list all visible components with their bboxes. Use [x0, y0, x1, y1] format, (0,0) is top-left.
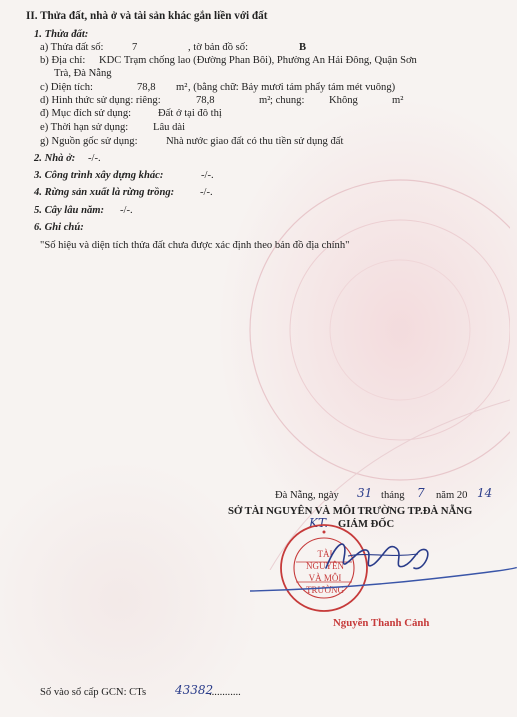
parcel-number: 7: [132, 42, 138, 53]
shared-use-value: Không: [329, 95, 358, 106]
date-prefix: Đà Nẵng, ngày: [275, 490, 339, 501]
decorative-curve-line: [250, 565, 517, 605]
shared-use-label: ; chung:: [270, 95, 305, 106]
seal-text: TÀI NGUYÊN VÀ MÔI TRƯỜNG: [306, 549, 344, 595]
date-month: 7: [417, 486, 425, 500]
date-month-label: tháng: [381, 490, 405, 501]
land-use-term: Lâu dài: [153, 122, 186, 133]
thua-dat-title: 1. Thửa đất:: [34, 29, 89, 40]
area-unit: m²: [176, 82, 188, 93]
date-year-label: năm 20: [436, 490, 468, 501]
land-origin: Nhà nước giao đất có thu tiền sử dụng đất: [166, 136, 344, 147]
registration-dots: ............: [209, 687, 241, 698]
land-use-purpose: Đất ở tại đô thị: [158, 108, 222, 119]
date-day: 31: [357, 486, 373, 500]
signer-role: GIÁM ĐỐC: [338, 519, 395, 530]
address-line-2: Trà, Đà Nẵng: [54, 68, 112, 79]
perennial-trees-value: -/-.: [120, 205, 133, 216]
item-d-label: d) Hình thức sử dụng: riêng:: [40, 95, 161, 106]
private-use-unit: m²: [259, 95, 271, 106]
signer-name: Nguyễn Thanh Cảnh: [333, 617, 430, 629]
other-works-value: -/-.: [201, 170, 214, 181]
area-value: 78,8: [137, 82, 156, 93]
notes-text: "Số hiệu và diện tích thửa đất chưa được xác định theo bản đồ địa chính": [40, 240, 350, 251]
item-a-label: a) Thửa đất số:: [40, 42, 104, 53]
notes-title: 6. Ghi chú:: [34, 222, 84, 233]
planted-forest-value: -/-.: [200, 187, 213, 198]
section-heading: II. Thửa đất, nhà ở và tài sản khác gắn liền với đất: [26, 10, 268, 22]
item-c-label: c) Diện tích:: [40, 82, 93, 93]
planted-forest-title: 4. Rừng sản xuất là rừng trồng:: [34, 187, 175, 198]
date-year-suffix: 14: [477, 486, 493, 500]
house-value: -/-.: [88, 153, 101, 164]
map-sheet-label: , tờ bản đồ số:: [188, 42, 249, 53]
area-in-words: , (bằng chữ: Bảy mươi tám phẩy tám mét vuông): [188, 82, 396, 93]
address-line-1: KDC Trạm chống lao (Đường Phan Bôi), Phường An Hải Đông, Quận Sơn: [99, 55, 417, 66]
registration-label: Số vào sổ cấp GCN: CTs: [40, 687, 147, 698]
issuing-agency: SỞ TÀI NGUYÊN VÀ MÔI TRƯỜNG TP.ĐÀ NẴNG: [228, 505, 473, 517]
shared-use-unit: m²: [392, 95, 404, 106]
private-use-area: 78,8: [196, 95, 215, 106]
other-works-title: 3. Công trình xây dựng khác:: [34, 170, 164, 181]
registration-number: 43382: [175, 683, 214, 697]
role-prefix: KT.: [309, 516, 329, 530]
item-g-label: g) Nguồn gốc sử dụng:: [40, 136, 138, 147]
perennial-trees-title: 5. Cây lâu năm:: [34, 205, 105, 216]
map-sheet-number: B: [299, 42, 307, 53]
house-title: 2. Nhà ở:: [34, 153, 76, 164]
item-b-label: b) Địa chỉ:: [40, 55, 86, 66]
item-e-label: e) Thời hạn sử dụng:: [40, 122, 129, 133]
item-dd-label: đ) Mục đích sử dụng:: [40, 108, 132, 119]
